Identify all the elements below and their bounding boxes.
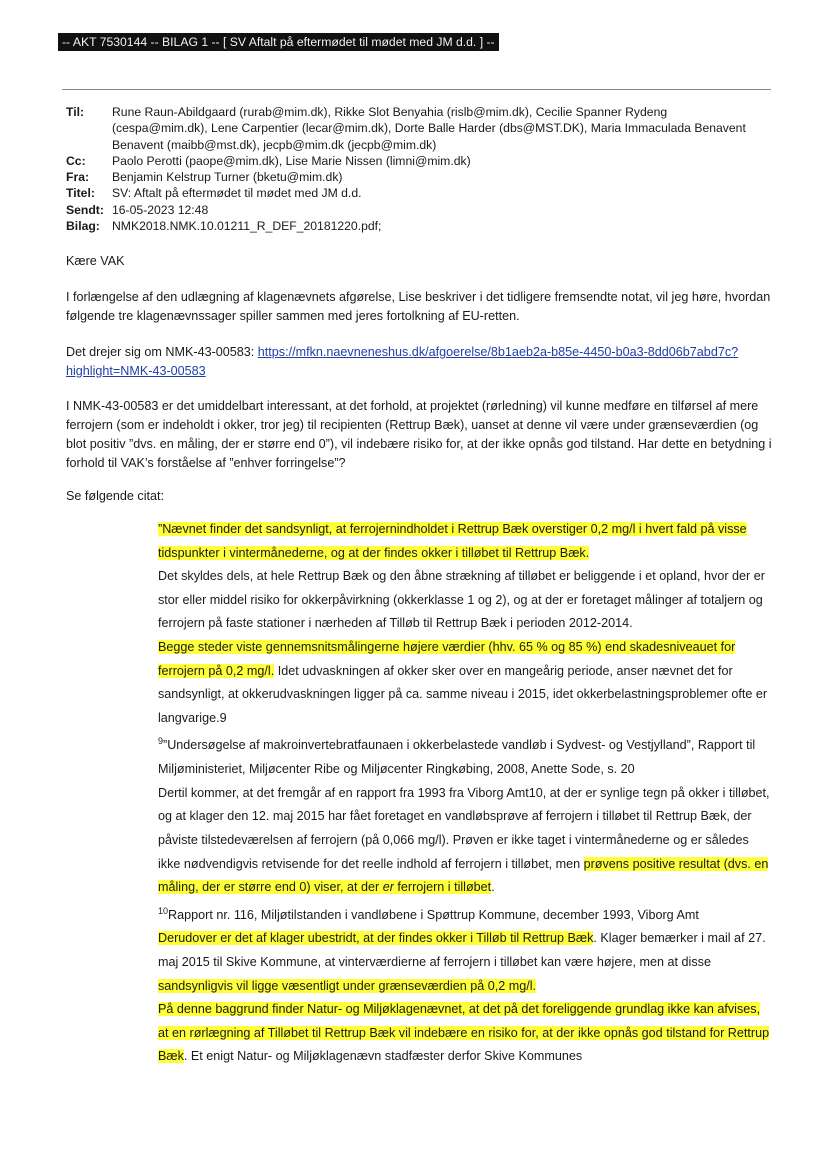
quote-paragraph: Begge steder viste gennemsnitsmålingerne højere værdier (hhv. 65 % og 85 %) end skadesniveauet for ferrojern på 0,2 mg/l. Idet udvaskningen af okker sker over en mangeårig periode, anser nævnet det for sandsynligt, at okkerudvaskningen ligger på ca. samme niveau i 2015, idet okkerbelastningsproblemer ofte er langvarige.9 (158, 639, 768, 725)
footnote-9: $^9$”Undersøgelse af makroinvertebratfaunaen i okkerbelastede vandløb i Sydvest- og Vestjylland”, Rapport til Miljøministeriet, Miljøcenter Ribe og Miljøcenter Ringkøbing, 2008, Anette Sode, s. 20 (158, 736, 756, 777)
quote-paragraph: Derudover er det af klager ubestridt, at der findes okker i Tilløb til Rettrup Bæk. Klager bemærker i mail af 27. maj 2015 til Skive Kommune, at vinterværdierne af ferrojern i tilløbet kan være højere, men at disse sandsynligvis vil ligge væsentligt under grænseværdien på 0,2 mg/l. (158, 931, 766, 993)
quote-paragraph: ”Nævnet finder det sandsynligt, at ferrojernindholdet i Rettrup Bæk overstiger 0,2 mg/l i hvert fald på visse tidspunkter i vintermånederne, og at der findes okker i tilløbet til Rettrup Bæk. (158, 522, 747, 560)
case-reference-paragraph: Det drejer sig om NMK-43-00583: https://mfkn.naevneneshus.dk/afgoerelse/8b1aeb2a-b85e-4450-b0a3-8dd06b7abd7c?highlight=NMK-43-00583 (66, 345, 739, 378)
quote-paragraph: Det skyldes dels, at hele Rettrup Bæk og den åbne strækning af tilløbet er beliggende i et opland, hvor der er stor eller middel risiko for okkerpåvirkning (okkerklasse 1 og 2), og at der er foretaget målinger af totaljern og ferrojern på faste stationer i nærheden af Tilløb til Rettrup Bæk i perioden 2012-2014. (158, 569, 765, 631)
quote-paragraph: Dertil kommer, at det fremgår af en rapport fra 1993 fra Viborg Amt10, at der er synlige tegn på okker i tilløbet, og at klager den 12. maj 2015 har fået foretaget en vandløbsprøve af ferrojern i tilløbet til Rettrup Bæk, der påviste tilstedeværelsen af ferrojern (på 0,066 mg/l). Prøven er ikke taget i vintermånederne og er således ikke nødvendigvis retvisende for det reelle indhold af ferrojern i tilløbet, men prøvens positive resultat (dvs. en måling, der er større end 0) viser, at der er ferrojern i tilløbet. (158, 785, 770, 895)
quote-paragraph: På denne baggrund finder Natur- og Miljøklagenævnet, at det på det foreliggende grundlag ikke kan afvises, at en rørlægning af Tilløbet til Rettrup Bæk vil indebære en risiko for, at der ikke opnås god tilstand for Rettrup Bæk. Et enigt Natur- og Miljøklagenævn stadfæster derfor Skive Kommunes (158, 1002, 770, 1064)
intro-paragraph: I forlængelse af den udlægning af klagenævnets afgørelse, Lise beskriver i det tidligere fremsendte notat, vil jeg høre, hvordan følgende tre klagenævnssager spiller sammen med jeres fortolkning af EU-retten. (66, 290, 771, 323)
meta-title: Titel: SV: Aftalt på eftermødet til mødet med JM d.d. (66, 186, 362, 201)
case-link[interactable]: https://mfkn.naevneneshus.dk/afgoerelse/8b1aeb2a-b85e-4450-b0a3-8dd06b7abd7c?highlight=NMK-43-00583 (66, 345, 739, 378)
meta-from: Fra: Benjamin Kelstrup Turner (bketu@mim.dk) (66, 170, 343, 185)
header-divider (62, 89, 771, 90)
quote-intro: Se følgende citat: (66, 489, 165, 503)
meta-cc: Cc: Paolo Perotti (paope@mim.dk), Lise Marie Nissen (limni@mim.dk) (66, 153, 471, 168)
meta-to: Til: Rune Raun-Abildgaard (rurab@mim.dk), Rikke Slot Benyahia (rislb@mim.dk), Cecilie Spanner Rydeng (cespa@mim.dk), Lene Carpentier (lecar@mim.dk), Dorte Balle Harder (dbs@MST.DK), Maria Immaculada Benavent Benavent (maibb@mst.dk), jecpb@mim.dk (jecpb@mim.dk) (66, 105, 746, 152)
document-header-bar: -- AKT 7530144 -- BILAG 1 -- [ SV Aftalt på eftermødet til mødet med JM d.d. ] -- (58, 33, 499, 51)
footnote-10: $^{10}$Rapport nr. 116, Miljøtilstanden i vandløbene i Spøttrup Kommune, december 1993, Viborg Amt (158, 905, 699, 922)
email-meta (66, 104, 766, 234)
analysis-paragraph: I NMK-43-00583 er det umiddelbart interessant, at det forhold, at projektet (rørledning) vil kunne medføre en tilførsel af mere ferrojern (som er indeholdt i okker, tror jeg) til recipienten (Rettrup Bæk), uanset at denne vil være under grænseværdien (og blot positiv ”dvs. en måling, der er større end 0”), vil indebære risiko for, at der ikke opnås god tilstand. Har dette en betydning i forhold til VAK’s forståelse af ”enhver forringelse”? (66, 399, 772, 470)
meta-sent: Sendt: 16-05-2023 12:48 (66, 202, 209, 217)
greeting: Kære VAK (66, 254, 125, 268)
quoted-decision (158, 518, 772, 1069)
meta-attachment: Bilag: NMK2018.NMK.10.01211_R_DEF_20181220.pdf; (66, 219, 382, 234)
